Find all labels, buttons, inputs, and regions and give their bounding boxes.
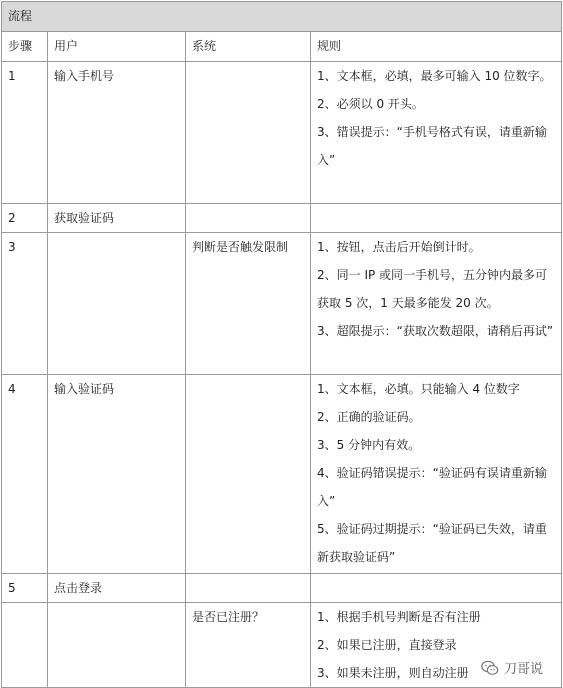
wechat-icon — [481, 660, 499, 676]
header-rules: 规则 — [311, 32, 562, 62]
system-cell — [186, 204, 311, 233]
rule-line: 3、如果未注册，则自动注册 — [317, 666, 469, 680]
user-cell — [48, 603, 186, 688]
system-cell: 是否已注册？ — [186, 603, 311, 688]
step-cell: 3 — [2, 233, 48, 375]
step-cell: 1 — [2, 62, 48, 204]
rules-cell — [311, 233, 562, 375]
rules-cell — [311, 574, 562, 603]
rule-line: 2、必须以 0 开头。 — [317, 97, 424, 111]
user-cell: 获取验证码 — [48, 204, 186, 233]
rules-cell — [311, 204, 562, 233]
table-row — [2, 233, 562, 375]
system-cell — [186, 375, 311, 574]
table-row — [2, 574, 562, 603]
header-system: 系统 — [186, 32, 311, 62]
header-user: 用户 — [48, 32, 186, 62]
rule-line: 2、如果已注册，直接登录 — [317, 638, 457, 652]
watermark — [481, 658, 543, 677]
rules-cell — [311, 375, 562, 574]
rule-line: 1、文本框，必填，最多可输入 10 位数字。 — [317, 69, 552, 83]
watermark-text: 刀哥说 — [503, 662, 543, 677]
system-cell: 判断是否触发限制 — [186, 233, 311, 375]
user-cell: 输入验证码 — [48, 375, 186, 574]
rule-line: 3、5 分钟内有效。 — [317, 438, 421, 452]
step-cell — [2, 603, 48, 688]
table-row — [2, 204, 562, 233]
user-cell: 点击登录 — [48, 574, 186, 603]
rule-line: 2、正确的验证码。 — [317, 410, 421, 424]
rule-line: 4、验证码错误提示：“验证码有误请重新输入” — [317, 466, 547, 508]
flow-table — [1, 1, 562, 688]
system-cell — [186, 62, 311, 204]
rule-line: 2、同一 IP 或同一手机号，五分钟内最多可获取 5 次，1 天最多能发 20 次。 — [317, 268, 548, 310]
header-step: 步骤 — [2, 32, 48, 62]
user-cell — [48, 233, 186, 375]
rule-line: 1、文本框，必填。只能输入 4 位数字 — [317, 382, 520, 396]
rule-line: 1、按钮，点击后开始倒计时。 — [317, 240, 481, 254]
system-cell — [186, 574, 311, 603]
table-title: 流程 — [2, 2, 562, 32]
table-row — [2, 603, 562, 688]
table-row — [2, 62, 562, 204]
step-cell: 2 — [2, 204, 48, 233]
user-cell: 输入手机号 — [48, 62, 186, 204]
rules-cell — [311, 62, 562, 204]
step-cell: 4 — [2, 375, 48, 574]
rule-line: 3、错误提示：“手机号格式有误，请重新输入” — [317, 125, 547, 167]
rule-line: 5、验证码过期提示：“验证码已失效，请重新获取验证码” — [317, 522, 547, 564]
rule-line: 3、超限提示：“获取次数超限，请稍后再试” — [317, 324, 554, 338]
step-cell: 5 — [2, 574, 48, 603]
table-row — [2, 375, 562, 574]
rule-line: 1、根据手机号判断是否有注册 — [317, 610, 481, 624]
